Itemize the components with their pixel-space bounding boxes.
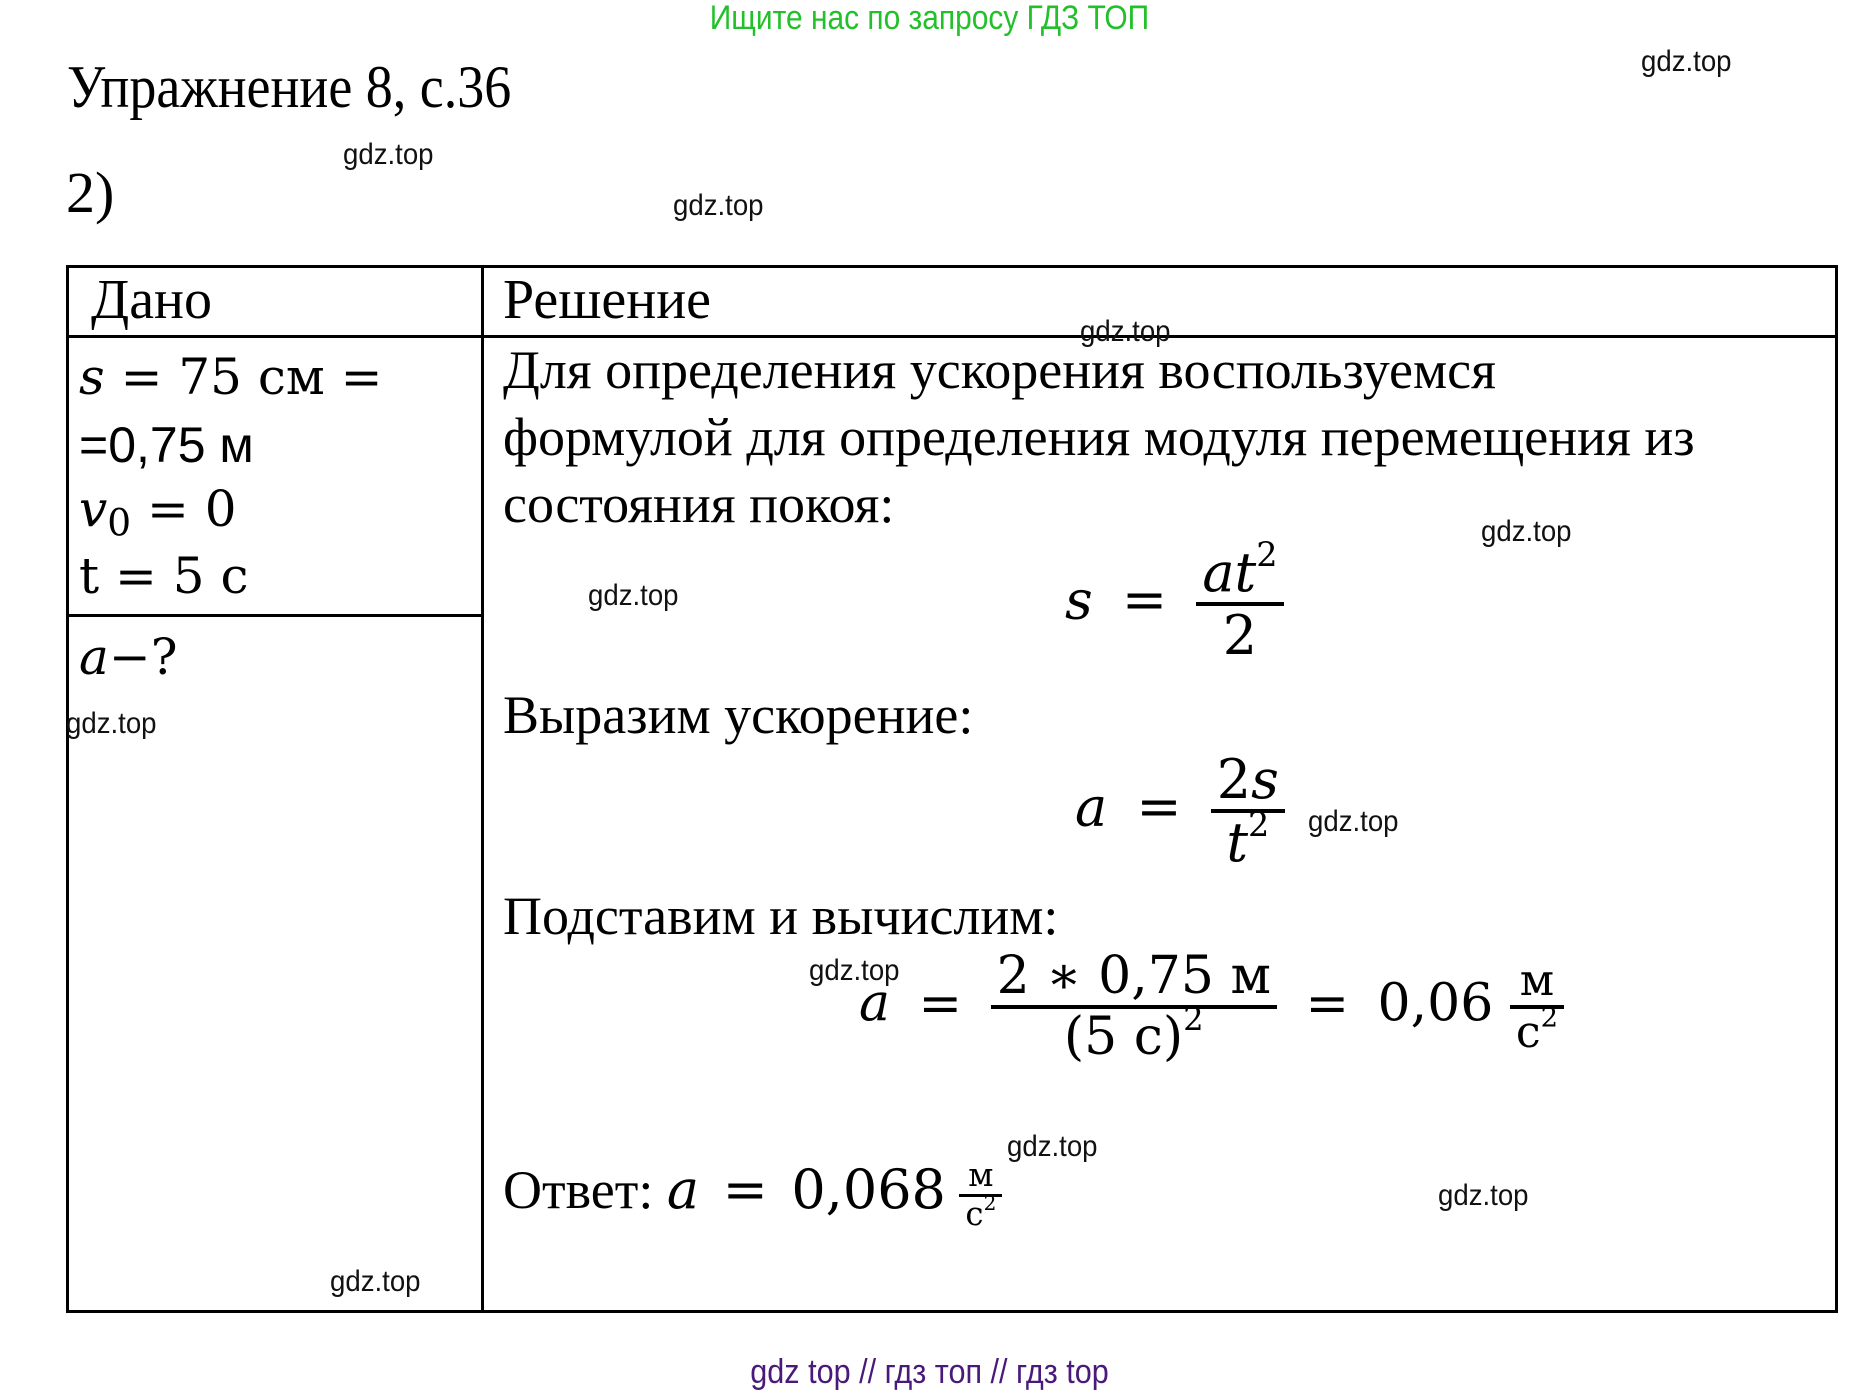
answer: Ответ: a = 0,068 $\frac{м}{с^2}$ xyxy=(503,1158,1002,1233)
solution-table xyxy=(66,265,1838,1313)
watermark: gdz.top xyxy=(343,138,434,171)
compute-label: Подставим и вычислим: xyxy=(503,886,1059,946)
header-divider xyxy=(69,335,1835,338)
var-s: s xyxy=(79,348,105,406)
item-number: 2) xyxy=(66,160,115,225)
watermark: gdz.top xyxy=(1080,315,1171,348)
search-banner: Ищите нас по запросу ГДЗ ТОП xyxy=(709,0,1150,37)
watermark: gdz.top xyxy=(1007,1130,1098,1163)
fraction: $\frac{at^2}{2}$ xyxy=(1196,543,1283,666)
find-a: a−? xyxy=(79,628,178,686)
unit-fraction: $\frac{м}{с^2}$ xyxy=(959,1158,1002,1232)
var-v: v xyxy=(79,480,108,538)
formula-displacement: s = $\frac{at^2}{2}$ xyxy=(1065,543,1284,666)
fraction: $\frac{2 ∗ 0,75 м}{(5 с)^2}$ xyxy=(991,948,1277,1066)
given-divider xyxy=(69,614,482,617)
solution-intro-line-2: формулой для определения модуля перемещения из xyxy=(503,407,1695,467)
given-v0: v0 = 0 xyxy=(79,480,237,545)
column-divider xyxy=(481,268,484,1310)
solution-intro-line-3: состояния покоя: xyxy=(503,474,895,534)
footer-links: gdz top // гдз топ // гдз top xyxy=(750,1353,1109,1391)
var-a: a xyxy=(79,628,109,686)
fraction: $\frac{2s}{t^2}$ xyxy=(1211,750,1285,873)
express-label: Выразим ускорение: xyxy=(503,685,974,745)
header-solution: Решение xyxy=(503,269,712,331)
watermark: gdz.top xyxy=(330,1265,421,1298)
given-s: s = 75 см = xyxy=(79,348,383,406)
formula-calculation: a = $\frac{2 ∗ 0,75 м}{(5 с)^2}$ = 0,06 $\frac{м}{с^2}$ xyxy=(859,948,1564,1066)
given-t: t = 5 с xyxy=(79,547,249,605)
watermark: gdz.top xyxy=(1438,1179,1529,1212)
watermark: gdz.top xyxy=(588,579,679,612)
watermark: gdz.top xyxy=(1308,805,1399,838)
given-s-converted: =0,75 м xyxy=(79,417,254,473)
watermark: gdz.top xyxy=(66,707,157,740)
formula-acceleration: a = $\frac{2s}{t^2}$ xyxy=(1075,750,1285,873)
watermark: gdz.top xyxy=(673,189,764,222)
watermark: gdz.top xyxy=(1481,515,1572,548)
watermark: gdz.top xyxy=(809,954,900,987)
unit-fraction: $\frac{м}{с^2}$ xyxy=(1510,957,1564,1058)
watermark: gdz.top xyxy=(1641,45,1732,78)
header-given: Дано xyxy=(91,269,213,331)
solution-intro-line-1: Для определения ускорения воспользуемся xyxy=(503,340,1496,400)
page-title: Упражнение 8, с.36 xyxy=(67,54,512,120)
